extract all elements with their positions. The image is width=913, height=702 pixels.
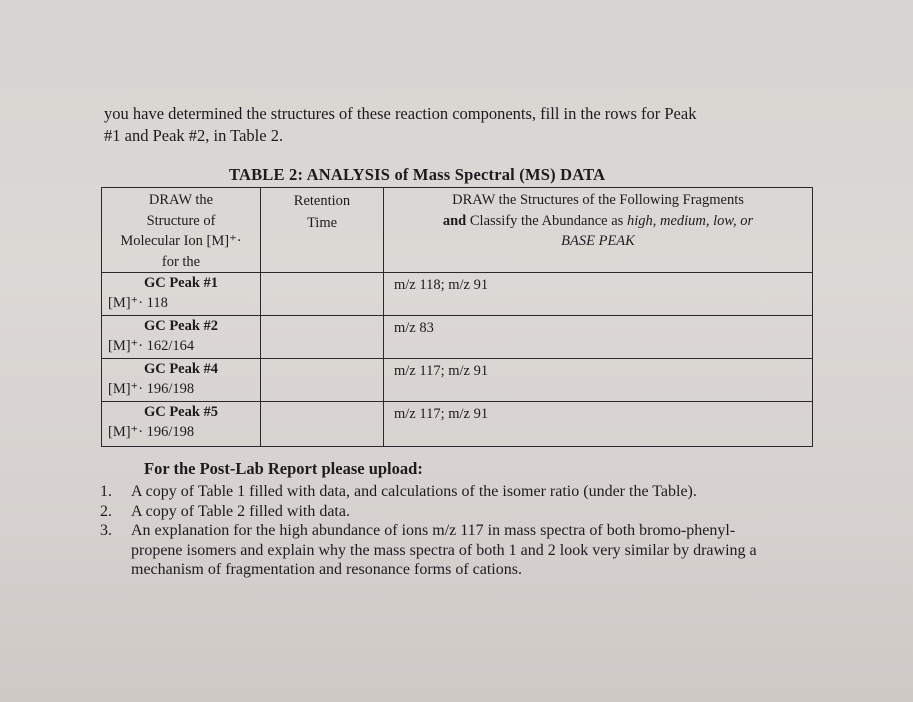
header-col3-base-peak: BASE PEAK bbox=[561, 233, 635, 249]
header-col3-italic: high, medium, low, or bbox=[626, 212, 754, 229]
fragments-cell: m/z 83 bbox=[384, 316, 813, 359]
peak-ion: [M]⁺· 162/164 bbox=[108, 338, 195, 354]
fragments-cell: m/z 117; m/z 91 bbox=[384, 402, 813, 447]
header-col3-line bbox=[384, 211, 812, 232]
postlab-heading: For the Post-Lab Report please upload: bbox=[144, 459, 423, 478]
fragments-cell: m/z 118; m/z 91 bbox=[384, 273, 813, 316]
molecular-ion-cell bbox=[102, 273, 261, 316]
list-number: 2. bbox=[100, 502, 112, 520]
intro-line-1: you have determined the structures of these reaction components, fill in the rows for Peak bbox=[104, 104, 697, 123]
intro-paragraph bbox=[104, 103, 824, 147]
list-item bbox=[100, 521, 780, 580]
table-row bbox=[102, 402, 813, 447]
table-row bbox=[102, 316, 813, 359]
list-item bbox=[100, 502, 780, 522]
retention-time-cell[interactable] bbox=[261, 402, 384, 447]
table-title: TABLE 2: ANALYSIS of Mass Spectral (MS) DATA bbox=[229, 165, 606, 184]
header-col1-line: Structure of bbox=[146, 212, 216, 229]
peak-ion: [M]⁺· 196/198 bbox=[108, 381, 195, 397]
upload-list bbox=[100, 482, 780, 580]
retention-time-cell[interactable] bbox=[261, 359, 384, 402]
list-item bbox=[100, 482, 780, 502]
header-fragments bbox=[384, 188, 813, 273]
peak-name: GC Peak #4 bbox=[143, 361, 219, 377]
table-header-row bbox=[102, 188, 813, 273]
header-col3-text: Classify the Abundance as bbox=[466, 212, 627, 229]
list-text: An explanation for the high abundance of ions m/z 117 in mass spectra of both bromo-phenyl-propene isomers and explain why the mass spectra of both 1 and 2 look very similar by drawing a mechanism of fragmentation and resonance forms of cations. bbox=[131, 522, 757, 578]
peak-name: GC Peak #5 bbox=[143, 404, 219, 420]
header-col1-line: DRAW the bbox=[148, 192, 214, 208]
header-col3-line: DRAW the Structures of the Following Fragments bbox=[452, 192, 744, 208]
header-col3-and: and bbox=[442, 212, 467, 229]
molecular-ion-cell bbox=[102, 402, 261, 447]
header-col1-line: Molecular Ion [M]⁺· bbox=[120, 233, 242, 249]
retention-time-cell[interactable] bbox=[261, 273, 384, 316]
table-row bbox=[102, 273, 813, 316]
header-molecular-ion bbox=[102, 188, 261, 273]
header-col1-line: for the bbox=[161, 253, 201, 270]
retention-time-cell[interactable] bbox=[261, 316, 384, 359]
molecular-ion-cell bbox=[102, 316, 261, 359]
header-col2-line: Time bbox=[306, 215, 338, 231]
header-col2-line: Retention bbox=[293, 193, 351, 209]
peak-ion: [M]⁺· 196/198 bbox=[108, 424, 195, 440]
molecular-ion-cell bbox=[102, 359, 261, 402]
peak-name: GC Peak #2 bbox=[143, 318, 219, 334]
table-row bbox=[102, 359, 813, 402]
header-retention-time bbox=[261, 188, 384, 273]
list-number: 3. bbox=[100, 522, 112, 539]
list-number: 1. bbox=[100, 483, 112, 500]
peak-name: GC Peak #1 bbox=[143, 275, 219, 291]
peak-ion: [M]⁺· 118 bbox=[108, 295, 168, 311]
list-text: A copy of Table 1 filled with data, and calculations of the isomer ratio (under the Table). bbox=[131, 483, 697, 500]
ms-data-table bbox=[101, 187, 813, 447]
intro-line-2: #1 and Peak #2, in Table 2. bbox=[104, 126, 284, 145]
list-text: A copy of Table 2 filled with data. bbox=[131, 502, 350, 520]
fragments-cell: m/z 117; m/z 91 bbox=[384, 359, 813, 402]
